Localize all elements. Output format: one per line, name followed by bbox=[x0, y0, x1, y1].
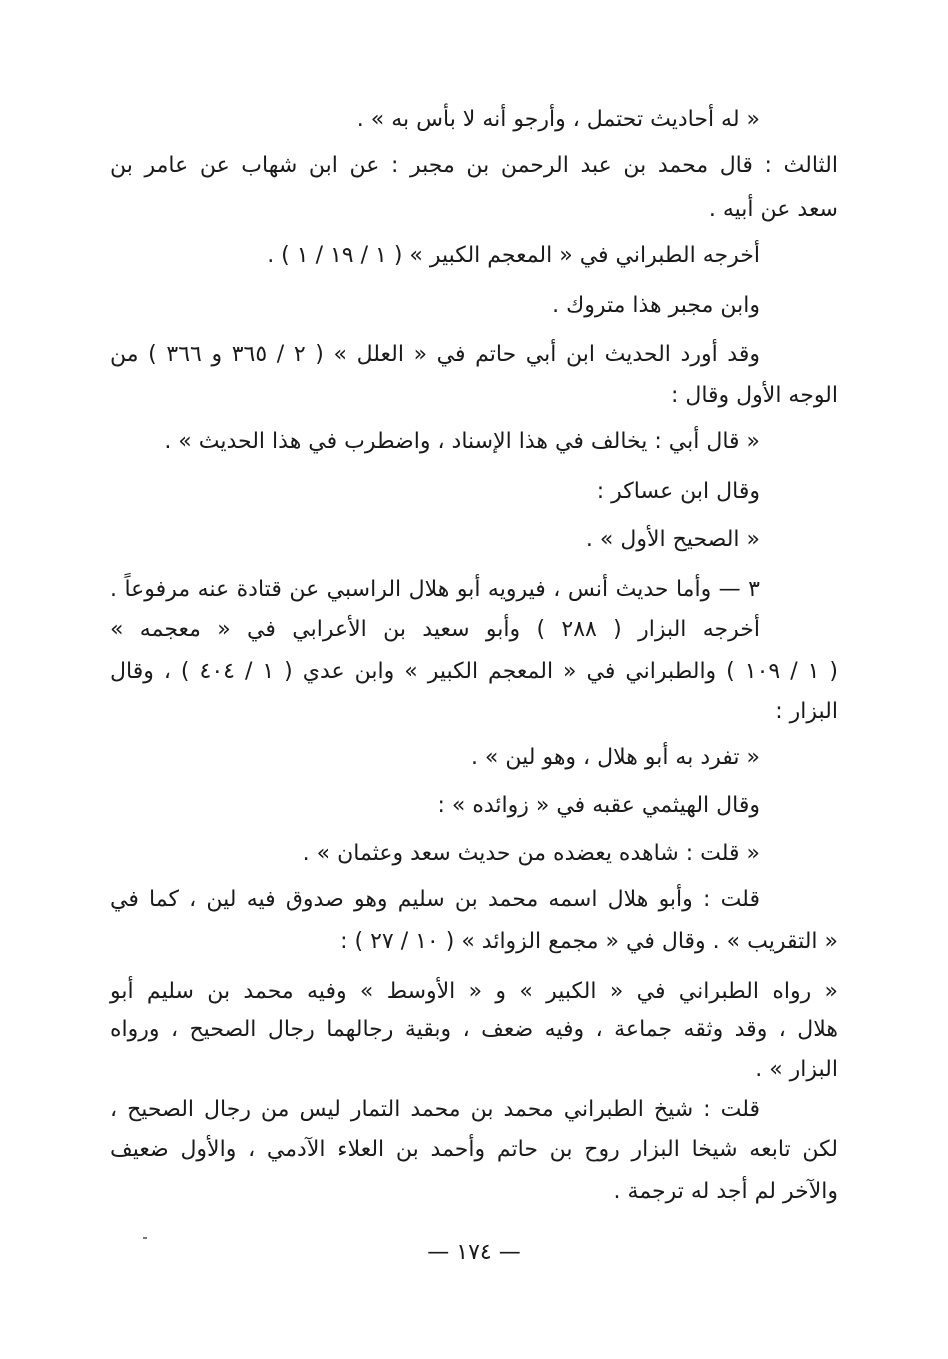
text-line-7: الوجه الأول وقال : bbox=[670, 383, 838, 408]
text-line-2: الثالث : قال محمد بن عبد الرحمن بن مجبر : عن ابن شهاب عن عامر بن bbox=[110, 153, 838, 178]
text-line-9: وقال ابن عساكر : bbox=[596, 479, 760, 504]
text-line-4: أخرجه الطبراني في « المعجم الكبير » ( ١ / ١٩ / ١ ) . bbox=[267, 243, 760, 268]
print-speck bbox=[143, 1237, 147, 1239]
page-number: — ١٧٤ — bbox=[427, 1240, 521, 1265]
text-line-1: « له أحاديث تحتمل ، وأرجو أنه لا بأس به » . bbox=[356, 107, 760, 132]
text-line-13: ( ١ / ١٠٩ ) والطبراني في « المعجم الكبير » وابن عدي ( ١ / ٤٠٤ ) ، وقال bbox=[110, 659, 839, 684]
text-line-6: وقد أورد الحديث ابن أبي حاتم في « العلل » ( ٢ / ٣٦٥ و ٣٦٦ ) من bbox=[110, 342, 760, 367]
text-line-17: « قلت : شاهده يعضده من حديث سعد وعثمان » . bbox=[302, 841, 760, 866]
text-line-8: « قال أبي : يخالف في هذا الإسناد ، واضطرب في هذا الحديث » . bbox=[164, 429, 760, 454]
text-line-21: هلال ، وقد وثقه جماعة ، وفيه ضعف ، وبقية رجالهما رجال الصحيح ، ورواه bbox=[110, 1017, 838, 1042]
text-line-12: أخرجه البزار ( ٢٨٨ ) وأبو سعيد بن الأعرابي في « معجمه » bbox=[110, 617, 761, 642]
text-line-11: ٣ — وأما حديث أنس ، فيرويه أبو هلال الراسبي عن قتادة عنه مرفوعاً . bbox=[110, 577, 760, 602]
text-line-24: لكن تابعه شيخا البزار روح بن حاتم وأحمد بن العلاء الآدمي ، والأول ضعيف bbox=[110, 1137, 838, 1162]
text-line-19: « التقريب » . وقال في « مجمع الزوائد » ( ١٠ / ٢٧ ) : bbox=[340, 929, 838, 954]
text-line-22: البزار » . bbox=[755, 1057, 838, 1082]
text-line-23: قلت : شيخ الطبراني محمد بن محمد التمار ليس من رجال الصحيح ، bbox=[110, 1097, 760, 1122]
text-line-10: « الصحيح الأول » . bbox=[585, 527, 760, 552]
text-line-20: « رواه الطبراني في « الكبير » و « الأوسط » وفيه محمد بن سليم أبو bbox=[110, 979, 838, 1004]
text-line-16: وقال الهيثمي عقبه في « زوائده » : bbox=[437, 793, 760, 818]
text-line-18: قلت : وأبو هلال اسمه محمد بن سليم وهو صدوق فيه لين ، كما في bbox=[110, 887, 760, 912]
text-line-14: البزار : bbox=[775, 699, 838, 724]
text-line-15: « تفرد به أبو هلال ، وهو لين » . bbox=[470, 745, 760, 770]
text-line-3: سعد عن أبيه . bbox=[708, 197, 838, 222]
text-line-25: والآخر لم أجد له ترجمة . bbox=[613, 1179, 838, 1204]
text-line-5: وابن مجبر هذا متروك . bbox=[552, 293, 760, 318]
